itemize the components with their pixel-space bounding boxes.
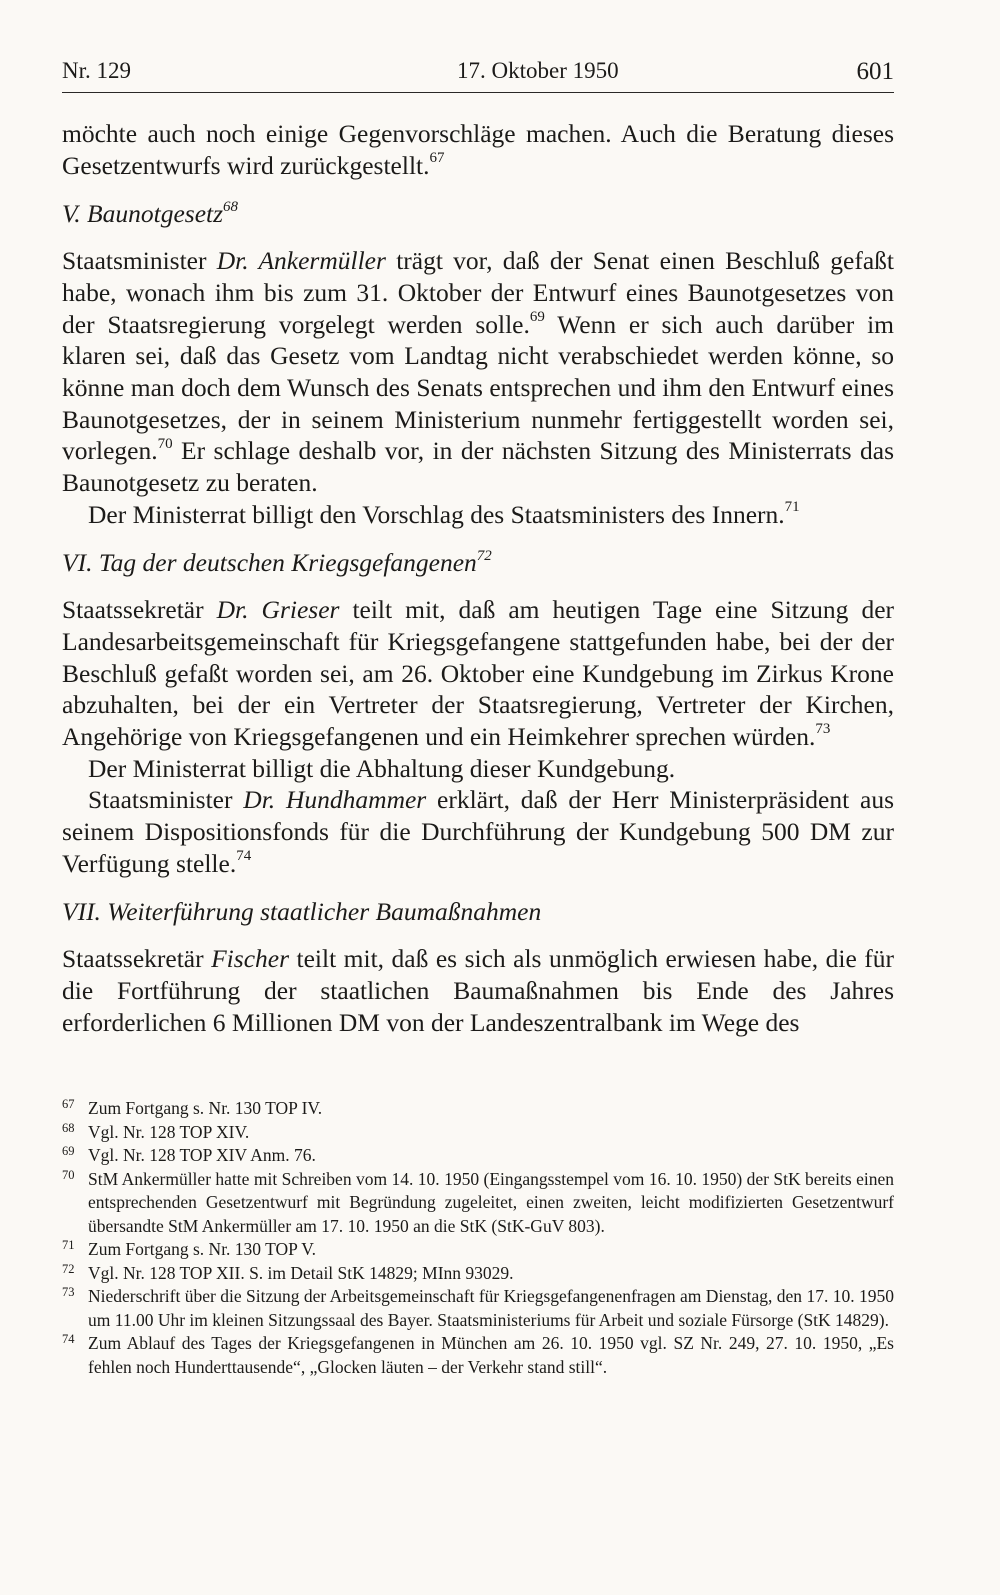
footnote-number: 70 (62, 1167, 75, 1182)
footnote (62, 1097, 894, 1121)
session-date: 17. Oktober 1950 (457, 58, 619, 83)
footnote-text: Zum Fortgang s. Nr. 130 TOP IV. (88, 1098, 323, 1118)
paragraph: Staatssekretär Fischer teilt mit, daß es sich als unmöglich erwiesen habe, die für die Fortführung der staatlichen Baumaßnahmen bis Ende des Jahres erforderlichen 6 Millionen DM von der Landeszentralbank im Wege des (62, 944, 895, 1037)
person-name: Grieser (248, 595, 340, 625)
page-number: 601 (856, 58, 894, 85)
footnote-number: 71 (62, 1238, 75, 1252)
paragraph: Staatsminister Dr. Hundhammer erklärt, daß der Herr Ministerpräsident aus seinem Dispositionsfonds für die Durchführung der Kundgebung 500 DM zur Verfügung stelle.$^{74}$ (62, 785, 894, 878)
paragraph: Der Ministerrat billigt den Vorschlag des Staatsministers des Innern.$^{71}$ (88, 499, 800, 529)
main-text (62, 118, 894, 1038)
footnote-ref: 71 (784, 499, 800, 516)
footnote-ref: 67 (429, 150, 445, 167)
paragraph: Staatsminister Dr. Ankermüller trägt vor, daß der Senat einen Beschluß gefaßt habe, wonach ihm bis zum 31. Oktober der Entwurf eines Baunotgesetzes von der Staatsregierung vorgelegt werden solle.$^{69}$ Wenn er sich auch darüber im klaren sei, daß das Gesetz vom Landtag nicht verabschiedet werden könne, so könne man doch dem Wunsch des Senats entsprechen und ihm den Entwurf eines Baunotgesetzes, der in seinem Ministerium nunmehr fertiggestellt worden sei, vorlegen.$^{70}$ Er schlage deshalb vor, in der nächsten Sitzung des Ministerrats das Baunotgesetz zu beraten. (62, 246, 894, 498)
footnote (62, 1262, 894, 1286)
footnote-text: Zum Ablauf des Tages der Kriegsgefangenen in München am 26. 10. 1950 vgl. SZ Nr. 249, 27. 10. 1950, „Es fehlen noch Hunderttausende“, „Glocken läuten – der Verkehr stand still“. (88, 1333, 894, 1377)
footnotes (62, 1097, 894, 1379)
footnote-text: Vgl. Nr. 128 TOP XII. S. im Detail StK 14829; MInn 93029. (88, 1262, 514, 1283)
footnote-number: 69 (62, 1144, 75, 1158)
document-number: Nr. 129 (62, 58, 131, 83)
footnote-text: StM Ankermüller hatte mit Schreiben vom 14. 10. 1950 (Eingangsstempel vom 16. 10. 1950) der StK bereits einen entsprechenden Gesetzentwurf mit Begründung zugeleitet, einen zweiten, leicht modifizierten Gesetzentwurf übersandte StM Ankermüller am 17. 10. 1950 an die StK (StK-GuV 803). (88, 1168, 894, 1236)
paragraph: Staatssekretär Dr. Grieser teilt mit, daß am heutigen Tage eine Sitzung der Landesarbeitsgemeinschaft für Kriegsgefangene stattgefunden habe, bei der der Beschluß gefaßt worden sei, am 26. Oktober eine Kundgebung im Zirkus Krone abzuhalten, bei der ein Vertreter der Staatsregierung, Vertreter der Kirchen, Angehörige von Kriegsgefangenen und ein Heimkehrer sprechen würden.$^{73}$ (62, 595, 894, 751)
footnote (62, 1332, 894, 1379)
running-header (62, 52, 894, 93)
footnote (62, 1168, 894, 1239)
footnote-text: Vgl. Nr. 128 TOP XIV Anm. 76. (88, 1145, 316, 1165)
title-abbrev: Dr. (216, 246, 249, 276)
footnote (62, 1121, 894, 1145)
footnote-text: Vgl. Nr. 128 TOP XIV. (88, 1121, 250, 1142)
footnote-ref: 72 (476, 547, 492, 564)
footnote-number: 67 (62, 1097, 75, 1111)
footnote (62, 1285, 894, 1332)
footnote-text: Zum Fortgang s. Nr. 130 TOP V. (88, 1239, 317, 1259)
footnote-number: 73 (62, 1285, 75, 1299)
footnote-number: 68 (62, 1120, 75, 1135)
person-name: Ankermüller (248, 246, 386, 276)
footnote-text: Niederschrift über die Sitzung der Arbeitsgemeinschaft für Kriegsgefangenenfragen am Dienstag, den 17. 10. 1950 um 11.00 Uhr im kleinen Sitzungssaal des Bayer. Staatsministeriums für Arbeit und soziale Fürsorge (StK 14829). (88, 1286, 894, 1330)
paragraph: Der Ministerrat billigt die Abhaltung dieser Kundgebung. (88, 753, 676, 783)
title-abbrev: Dr. (216, 595, 249, 625)
intro-paragraph: möchte auch noch einige Gegenvorschläge machen. Auch die Beratung dieses Gesetzentwurfs wird zurückgestellt.$^{67}$ (62, 119, 894, 180)
footnote (62, 1144, 894, 1168)
footnote (62, 1238, 894, 1262)
person-name: Hundhammer (275, 785, 427, 815)
section-heading-vii: VII. Weiterführung staatlicher Baumaßnahmen (62, 897, 542, 927)
section-heading-v: V. Baunotgesetz$^{68}$ (62, 198, 239, 229)
footnote-ref: 68 (223, 198, 239, 215)
footnote-number: 74 (62, 1332, 75, 1346)
footnote-ref: 74 (236, 848, 252, 865)
person-name: Fischer (211, 944, 290, 974)
section-heading-vi: VI. Tag der deutschen Kriegsgefangenen$^{72}$ (62, 547, 492, 578)
footnote-ref: 70 (157, 435, 173, 452)
footnote-number: 72 (62, 1261, 75, 1276)
title-abbrev: Dr. (243, 785, 276, 815)
footnote-ref: 69 (529, 309, 545, 326)
footnote-ref: 73 (815, 721, 831, 738)
